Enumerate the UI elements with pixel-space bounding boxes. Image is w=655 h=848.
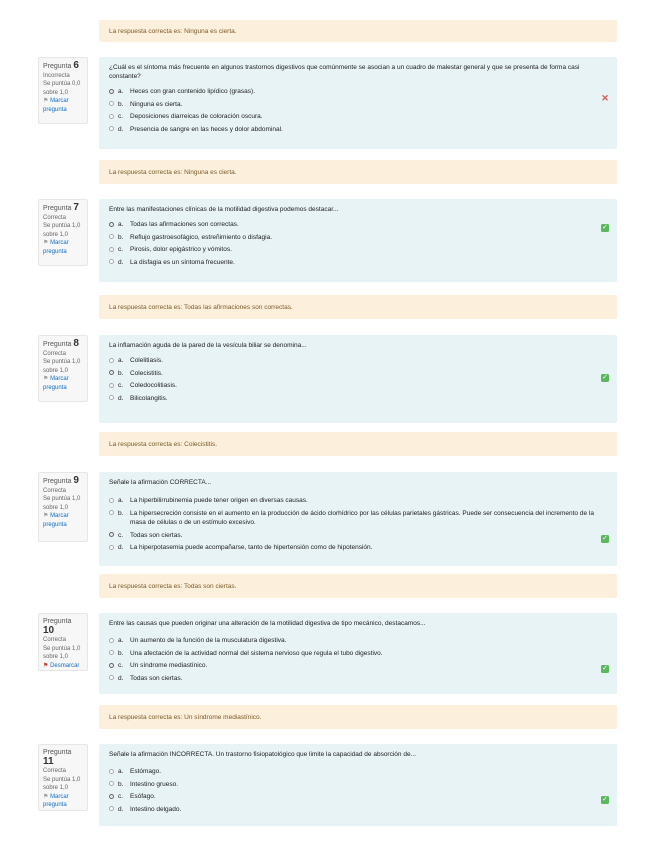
question-box-7	[99, 199, 617, 282]
answer-option-a[interactable]: a. Heces con gran contenido lipídico (grasas).	[109, 87, 607, 100]
answer-option-d[interactable]: d. Presencia de sangre en las heces y dolor abdominal.	[109, 125, 607, 138]
feedback-box-10	[99, 705, 617, 729]
question-score: Se puntúa 1,0 sobre 1,0	[43, 223, 81, 238]
radio-button[interactable]	[109, 498, 114, 503]
question-number: Pregunta 6	[43, 60, 79, 71]
question-status: Incorrecta	[43, 72, 70, 79]
answer-option-d[interactable]: d. Bilicolangitis.	[109, 394, 607, 407]
feedback-text: La respuesta correcta es: Todas las afirmaciones son correctas.	[109, 303, 293, 311]
radio-button[interactable]	[109, 545, 114, 550]
answer-option-c[interactable]: c. Coledocolitiasis.	[109, 381, 607, 394]
question-text: Entre las manifestaciones clínicas de la motilidad digestiva podemos destacar...	[109, 206, 339, 213]
answer-option-b[interactable]: b. Ninguna es cierta.	[109, 100, 607, 113]
question-info-10	[38, 613, 88, 671]
question-score: Se puntúa 1,0 sobre 1,0	[43, 645, 81, 660]
feedback-text: La respuesta correcta es: Ninguna es cierta.	[109, 168, 237, 176]
question-status: Correcta	[43, 487, 67, 494]
radio-button[interactable]	[109, 114, 114, 119]
answer-option-a[interactable]: a. Colelitiasis.	[109, 356, 607, 369]
flag-icon: ⚑	[43, 240, 49, 246]
flag-icon: ⚑	[43, 376, 49, 382]
question-box-11	[99, 744, 617, 826]
answer-option-a[interactable]: a. Estómago.	[109, 767, 607, 780]
question-info-8	[38, 335, 88, 402]
radio-button[interactable]	[109, 638, 114, 643]
radio-button[interactable]	[109, 383, 114, 388]
correct-icon: ✓	[602, 665, 608, 672]
radio-button[interactable]	[109, 395, 114, 400]
answer-option-a[interactable]: a. Todas las afirmaciones son correctas.	[109, 220, 607, 233]
flag-icon: ⚑	[43, 662, 49, 669]
question-score: Se puntúa 0,0 sobre 1,0	[43, 81, 81, 96]
radio-button[interactable]	[109, 89, 114, 94]
question-number: Pregunta 9	[43, 475, 79, 486]
question-box-9	[99, 472, 617, 566]
answer-option-b[interactable]: b. Una afectación de la actividad normal del sistema nervioso que regula el tubo digestivo.	[109, 649, 607, 662]
answer-option-d[interactable]: d. La disfagia es un síntoma frecuente.	[109, 258, 607, 271]
question-text: ¿Cuál es el síntoma más frecuente en algunos trastornos digestivos que comúnmente se asocian a un cuadro de malestar general y que se presenta de forma casi constante?	[109, 64, 580, 80]
answer-option-c[interactable]: c. Deposiciones diarreicas de coloración oscura.	[109, 112, 607, 125]
question-score: Se puntúa 1,0 sobre 1,0	[43, 359, 81, 374]
answer-option-c[interactable]: c. Pirosis, dolor epigástrico y vómitos.	[109, 245, 607, 258]
radio-button[interactable]	[109, 234, 114, 239]
flag-icon: ⚑	[43, 98, 49, 104]
radio-button[interactable]	[109, 794, 114, 799]
feedback-box-prev	[99, 20, 617, 42]
flag-question-link[interactable]: ⚑ Marcar pregunta	[43, 793, 69, 808]
answer-option-d[interactable]: d. Intestino delgado.	[109, 805, 607, 818]
radio-button[interactable]	[109, 675, 114, 680]
radio-button[interactable]	[109, 806, 114, 811]
answer-option-b[interactable]: b. Intestino grueso.	[109, 780, 607, 793]
radio-button[interactable]	[109, 663, 114, 668]
answer-option-a[interactable]: a. Un aumento de la función de la musculatura digestiva.	[109, 636, 607, 649]
question-number: Pregunta 7	[43, 202, 79, 213]
answer-option-c[interactable]: c. Todas son ciertas.	[109, 531, 607, 544]
radio-button[interactable]	[109, 781, 114, 786]
feedback-text: La respuesta correcta es: Un síndrome mediastínico.	[109, 713, 262, 721]
flag-question-link[interactable]: ⚑ Marcar pregunta	[43, 376, 69, 391]
radio-button[interactable]	[109, 126, 114, 131]
question-status: Correcta	[43, 768, 67, 774]
question-text: La inflamación aguda de la pared de la vesícula biliar se denomina...	[109, 342, 307, 349]
answer-option-b[interactable]: b. Colecistitis.	[109, 369, 607, 382]
question-status: Correcta	[43, 214, 67, 221]
correct-icon: ✓	[602, 535, 608, 542]
question-status: Correcta	[43, 637, 67, 643]
radio-button[interactable]	[109, 370, 114, 375]
answer-option-c[interactable]: c. Esófago.	[109, 792, 607, 805]
question-info-11	[38, 744, 88, 811]
unflag-question-link[interactable]: ⚑ Desmarcar	[43, 662, 80, 669]
flag-icon: ⚑	[43, 513, 49, 519]
correct-icon: ✓	[602, 374, 608, 381]
radio-button[interactable]	[109, 650, 114, 655]
feedback-text: La respuesta correcta es: Colecistitis.	[109, 440, 218, 448]
question-text: Señale la afirmación CORRECTA...	[109, 479, 212, 486]
radio-button[interactable]	[109, 769, 114, 774]
question-status: Correcta	[43, 350, 67, 357]
question-box-8	[99, 335, 617, 423]
radio-button[interactable]	[109, 259, 114, 264]
radio-button[interactable]	[109, 510, 114, 515]
question-number: Pregunta 8	[43, 338, 79, 349]
feedback-box-7	[99, 295, 617, 319]
question-number: Pregunta 11	[43, 749, 72, 767]
feedback-text: La respuesta correcta es: Ninguna es cierta.	[109, 27, 237, 35]
feedback-box-9	[99, 574, 617, 598]
radio-button[interactable]	[109, 222, 114, 227]
flag-question-link[interactable]: ⚑ Marcar pregunta	[43, 513, 69, 528]
feedback-text: La respuesta correcta es: Todas son ciertas.	[109, 582, 237, 590]
question-number: Pregunta 10	[43, 618, 72, 636]
radio-button[interactable]	[109, 247, 114, 252]
question-info-7	[38, 199, 88, 266]
incorrect-icon: ✕	[601, 93, 609, 103]
feedback-box-8	[99, 432, 617, 456]
question-box-10	[99, 613, 617, 694]
radio-button[interactable]	[109, 532, 114, 537]
question-text: Señale la afirmación INCORRECTA. Un trastorno fisiopatológico que limite la capacidad de absorción de...	[109, 751, 416, 758]
flag-question-link[interactable]: ⚑ Marcar pregunta	[43, 240, 69, 255]
question-box-6	[99, 57, 617, 149]
correct-icon: ✓	[602, 224, 608, 231]
answer-option-d[interactable]: d. La hiperpotasemia puede acompañarse, tanto de hipertensión como de hipotensión.	[109, 543, 607, 556]
question-text: Entre las causas que pueden originar una alteración de la motilidad digestiva de tipo mecánico, destacamos...	[109, 620, 426, 627]
answer-option-a[interactable]: a. La hiperbilirrubinemia puede tener origen en diversas causas.	[109, 496, 607, 509]
question-score: Se puntúa 1,0 sobre 1,0	[43, 496, 81, 511]
question-score: Se puntúa 1,0 sobre 1,0	[43, 776, 81, 791]
answer-option-c[interactable]: c. Un síndrome mediastínico.	[109, 661, 607, 674]
question-info-9	[38, 472, 88, 542]
answer-option-b[interactable]: b. La hipersecreción consiste en el aumento en la producción de ácido clorhídrico por las células parietales gástricas. Puede ser consecuencia del incremento de la masa de células o de un estímulo excesivo.	[109, 509, 607, 531]
flag-icon: ⚑	[43, 793, 49, 800]
radio-button[interactable]	[109, 358, 114, 363]
radio-button[interactable]	[109, 101, 114, 106]
feedback-box-6	[99, 160, 617, 184]
flag-question-link[interactable]: ⚑ Marcar pregunta	[43, 98, 69, 113]
correct-icon: ✓	[602, 796, 608, 803]
answer-option-b[interactable]: b. Reflujo gastroesofágico, estreñimiento o disfagia.	[109, 233, 607, 246]
answer-option-d[interactable]: d. Todas son ciertas.	[109, 674, 607, 687]
question-info-6	[38, 57, 88, 124]
